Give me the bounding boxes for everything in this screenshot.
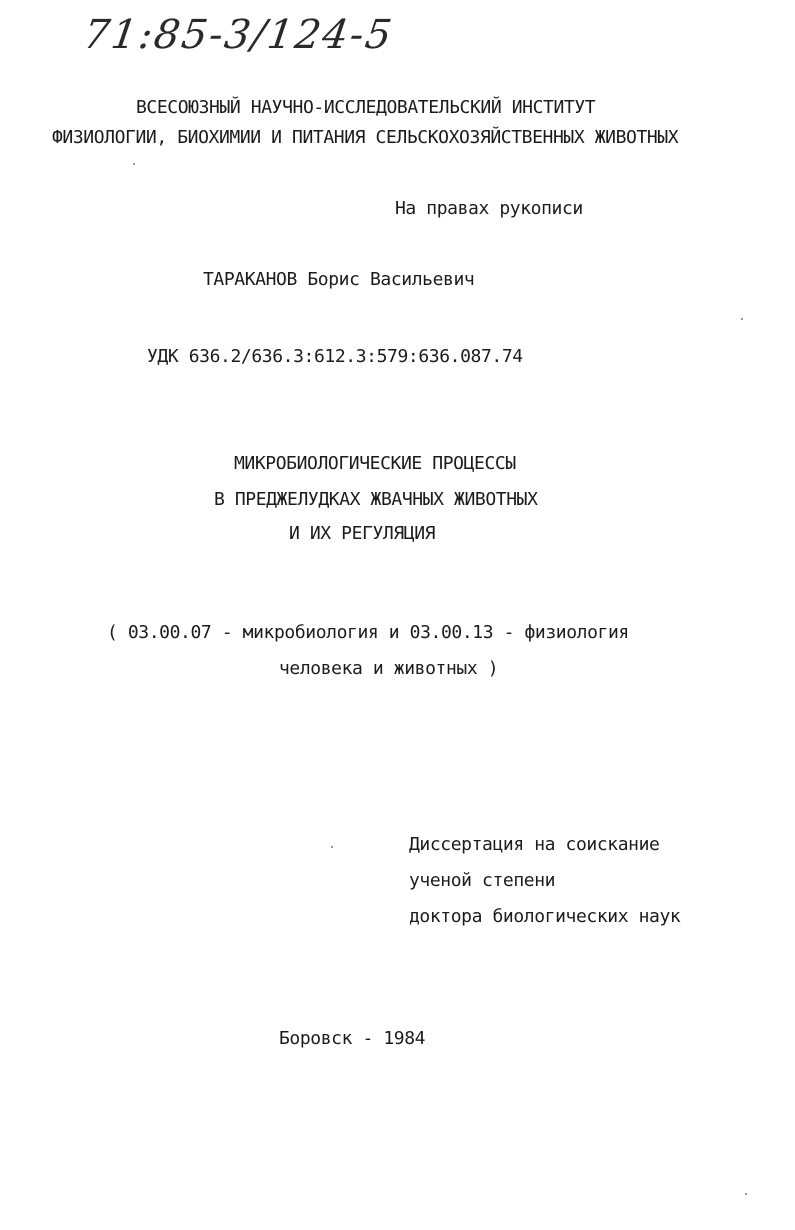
dissertation-purpose-line1: Диссертация на соискание bbox=[409, 834, 660, 855]
specialty-codes-line2: человека и животных ) bbox=[279, 658, 499, 679]
place-and-year: Боровск - 1984 bbox=[279, 1028, 426, 1049]
scan-speck bbox=[741, 318, 743, 320]
thesis-title-line2: В ПРЕДЖЕЛУДКАХ ЖВАЧНЫХ ЖИВОТНЫХ bbox=[214, 489, 538, 510]
scan-speck bbox=[331, 846, 333, 848]
institute-name-line1: ВСЕСОЮЗНЫЙ НАУЧНО-ИССЛЕДОВАТЕЛЬСКИЙ ИНСТИТУТ bbox=[136, 97, 596, 118]
scan-speck bbox=[745, 1193, 747, 1195]
thesis-title-line3: И ИХ РЕГУЛЯЦИЯ bbox=[289, 523, 436, 544]
dissertation-purpose-line3: доктора биологических наук bbox=[409, 906, 681, 927]
scan-speck bbox=[133, 163, 135, 165]
author-name: ТАРАКАНОВ Борис Васильевич bbox=[203, 269, 475, 290]
institute-name-line2: ФИЗИОЛОГИИ, БИОХИМИИ И ПИТАНИЯ СЕЛЬСКОХОЗЯЙСТВЕННЫХ ЖИВОТНЫХ bbox=[52, 127, 679, 148]
dissertation-purpose-line2: ученой степени bbox=[409, 870, 556, 891]
specialty-codes-line1: ( 03.00.07 - микробиология и 03.00.13 - физиология bbox=[107, 622, 629, 643]
manuscript-rights-note: На правах рукописи bbox=[395, 198, 583, 219]
handwritten-archive-number: 71:85-3/124-5 bbox=[80, 12, 397, 58]
udk-code: УДК 636.2/636.3:612.3:579:636.087.74 bbox=[147, 346, 523, 367]
thesis-title-line1: МИКРОБИОЛОГИЧЕСКИЕ ПРОЦЕССЫ bbox=[234, 453, 516, 474]
